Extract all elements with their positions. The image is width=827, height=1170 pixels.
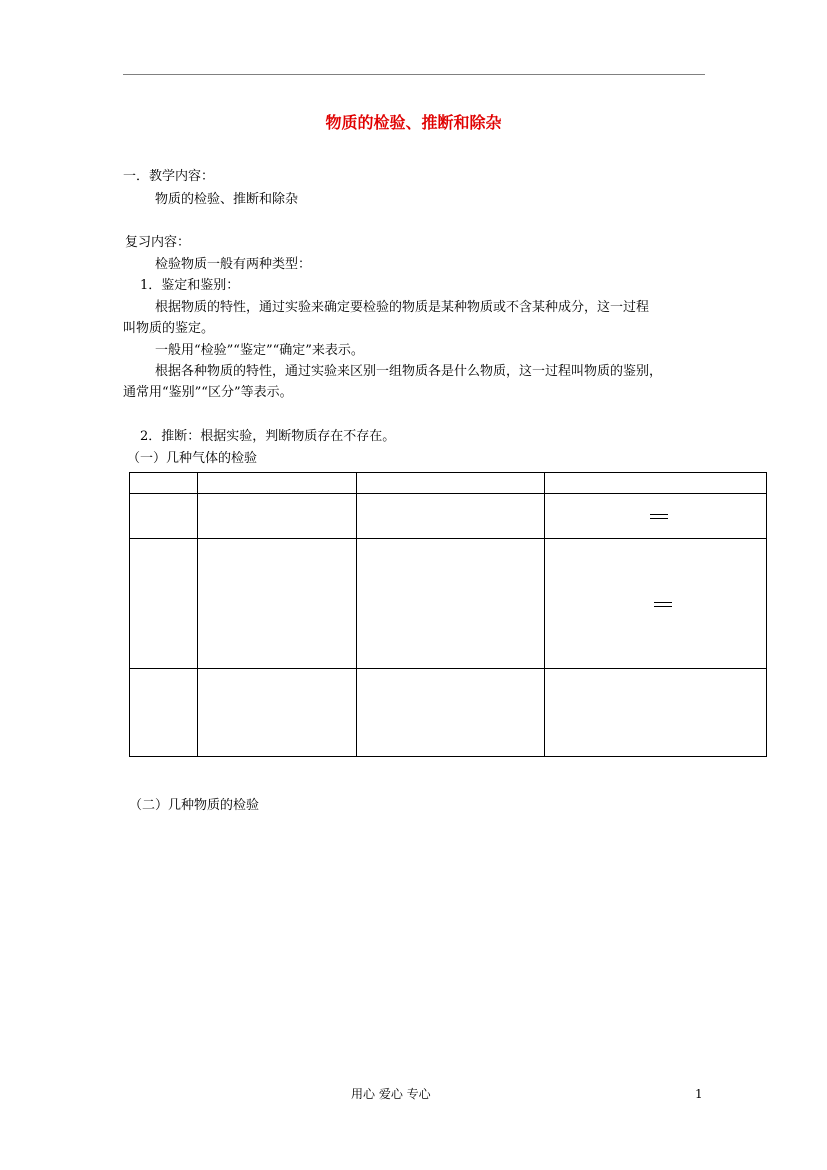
equation-sign bbox=[650, 514, 668, 519]
table-rule bbox=[356, 472, 357, 757]
table-rule bbox=[766, 472, 767, 757]
table-rule bbox=[129, 493, 767, 494]
page-title: 物质的检验、推断和除杂 bbox=[325, 113, 502, 132]
gas-test-table bbox=[129, 472, 767, 757]
table-rule bbox=[129, 668, 767, 669]
item-2-inference: 2．推断：根据实验，判断物质存在不存在。 bbox=[140, 429, 396, 444]
header-rule bbox=[123, 74, 705, 75]
paragraph-identification: 根据物质的特性，通过实验来确定要检验的物质是某种物质或不含某种成分，这一过程 bbox=[155, 300, 650, 315]
review-heading: 复习内容： bbox=[125, 235, 191, 250]
page-number: 1 bbox=[695, 1087, 703, 1101]
review-intro: 检验物质一般有两种类型： bbox=[155, 257, 312, 272]
table-rule bbox=[544, 472, 545, 757]
subsection-substance-tests: （二）几种物质的检验 bbox=[129, 798, 260, 813]
section-heading-content: 一．教学内容： bbox=[123, 169, 215, 184]
paragraph-discrimination-cont: 通常用“鉴别”“区分”等表示。 bbox=[123, 385, 293, 400]
content-text: 物质的检验、推断和除杂 bbox=[155, 192, 299, 207]
table-rule bbox=[197, 472, 198, 757]
paragraph-terms: 一般用“检验”“鉴定”“确定”来表示。 bbox=[155, 343, 364, 358]
footer-slogan: 用心 爱心 专心 bbox=[351, 1087, 431, 1101]
table-rule bbox=[129, 472, 767, 473]
equation-sign bbox=[654, 602, 672, 607]
subsection-gas-tests: （一）几种气体的检验 bbox=[127, 451, 258, 466]
paragraph-identification-cont: 叫物质的鉴定。 bbox=[123, 321, 215, 336]
table-rule bbox=[129, 756, 767, 757]
table-rule bbox=[129, 538, 767, 539]
table-rule bbox=[129, 472, 130, 757]
paragraph-discrimination: 根据各种物质的特性，通过实验来区别一组物质各是什么物质，这一过程叫物质的鉴别， bbox=[155, 364, 663, 379]
item-1-heading: 1．鉴定和鉴别： bbox=[140, 278, 240, 293]
